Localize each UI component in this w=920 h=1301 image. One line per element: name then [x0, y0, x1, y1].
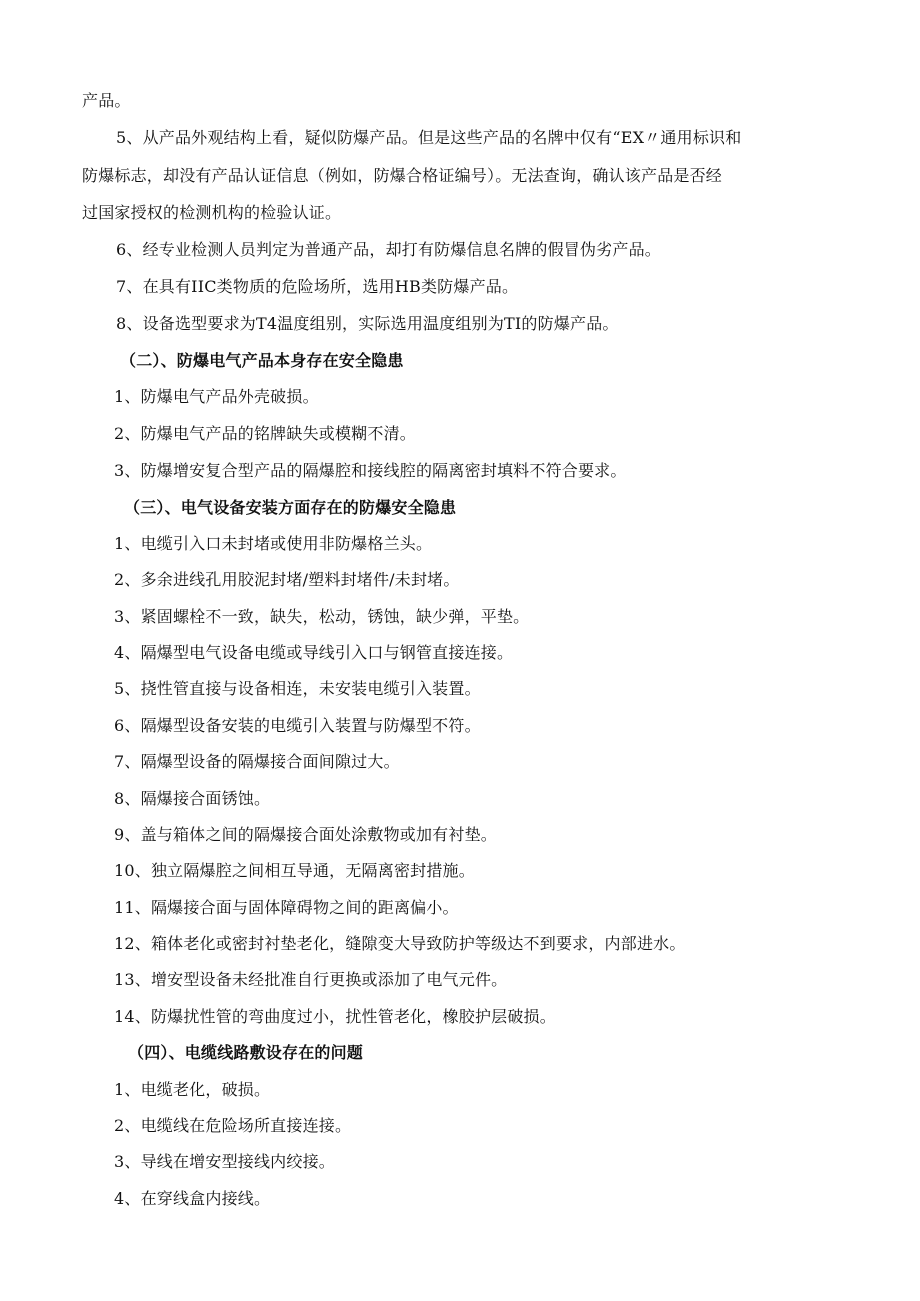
list-item: 5、挠性管直接与设备相连，未安装电缆引入装置。 [114, 679, 481, 698]
list-item: 8、设备选型要求为T4温度组别，实际选用温度组别为TI的防爆产品。 [116, 314, 619, 333]
text-line: 过国家授权的检测机构的检验认证。 [82, 203, 342, 222]
list-item: 11、隔爆接合面与固体障碍物之间的距离偏小。 [114, 898, 459, 917]
section-heading: （四）、电缆线路敷设存在的问题 [128, 1043, 364, 1062]
list-item: 2、多余进线孔用胶泥封堵/塑料封堵件/未封堵。 [114, 570, 460, 589]
list-item: 6、经专业检测人员判定为普通产品，却打有防爆信息名牌的假冒伪劣产品。 [116, 240, 661, 259]
list-item: 13、增安型设备未经批准自行更换或添加了电气元件。 [114, 970, 508, 989]
list-item: 5、从产品外观结构上看，疑似防爆产品。但是这些产品的名牌中仅有“EX〃通用标识和 [116, 128, 742, 147]
list-item: 14、防爆扰性管的弯曲度过小，扰性管老化，橡胶护层破损。 [114, 1007, 556, 1026]
text-line: 防爆标志，却没有产品认证信息（例如，防爆合格证编号）。无法查询，确认该产品是否经 [82, 166, 723, 185]
list-item: 10、独立隔爆腔之间相互导通，无隔离密封措施。 [114, 861, 475, 880]
section-heading: （二）、防爆电气产品本身存在安全隐患 [120, 351, 404, 370]
list-item: 7、隔爆型设备的隔爆接合面间隙过大。 [114, 752, 400, 771]
list-item: 3、紧固螺栓不一致，缺失，松动，锈蚀，缺少弹，平垫。 [114, 607, 530, 626]
list-item: 1、防爆电气产品外壳破损。 [114, 387, 319, 406]
list-item: 3、防爆增安复合型产品的隔爆腔和接线腔的隔离密封填料不符合要求。 [114, 461, 627, 480]
list-item: 12、箱体老化或密封衬垫老化，缝隙变大导致防护等级达不到要求，内部进水。 [114, 934, 686, 953]
list-item: 8、隔爆接合面锈蚀。 [114, 789, 271, 808]
list-item: 9、盖与箱体之间的隔爆接合面处涂敷物或加有衬垫。 [114, 825, 497, 844]
list-item: 6、隔爆型设备安装的电缆引入装置与防爆型不符。 [114, 716, 481, 735]
list-item: 1、电缆老化，破损。 [114, 1080, 271, 1099]
list-item: 2、电缆线在危险场所直接连接。 [114, 1116, 352, 1135]
list-item: 7、在具有IIC类物质的危险场所，选用HB类防爆产品。 [116, 277, 519, 296]
list-item: 2、防爆电气产品的铭牌缺失或模糊不清。 [114, 424, 416, 443]
section-heading: （三）、电气设备安装方面存在的防爆安全隐患 [124, 498, 457, 517]
list-item: 4、在穿线盒内接线。 [114, 1189, 271, 1208]
list-item: 4、隔爆型电气设备电缆或导线引入口与钢管直接连接。 [114, 643, 514, 662]
text-line: 产品。 [82, 91, 131, 110]
list-item: 1、电缆引入口未封堵或使用非防爆格兰头。 [114, 534, 433, 553]
list-item: 3、导线在增安型接线内绞接。 [114, 1152, 335, 1171]
